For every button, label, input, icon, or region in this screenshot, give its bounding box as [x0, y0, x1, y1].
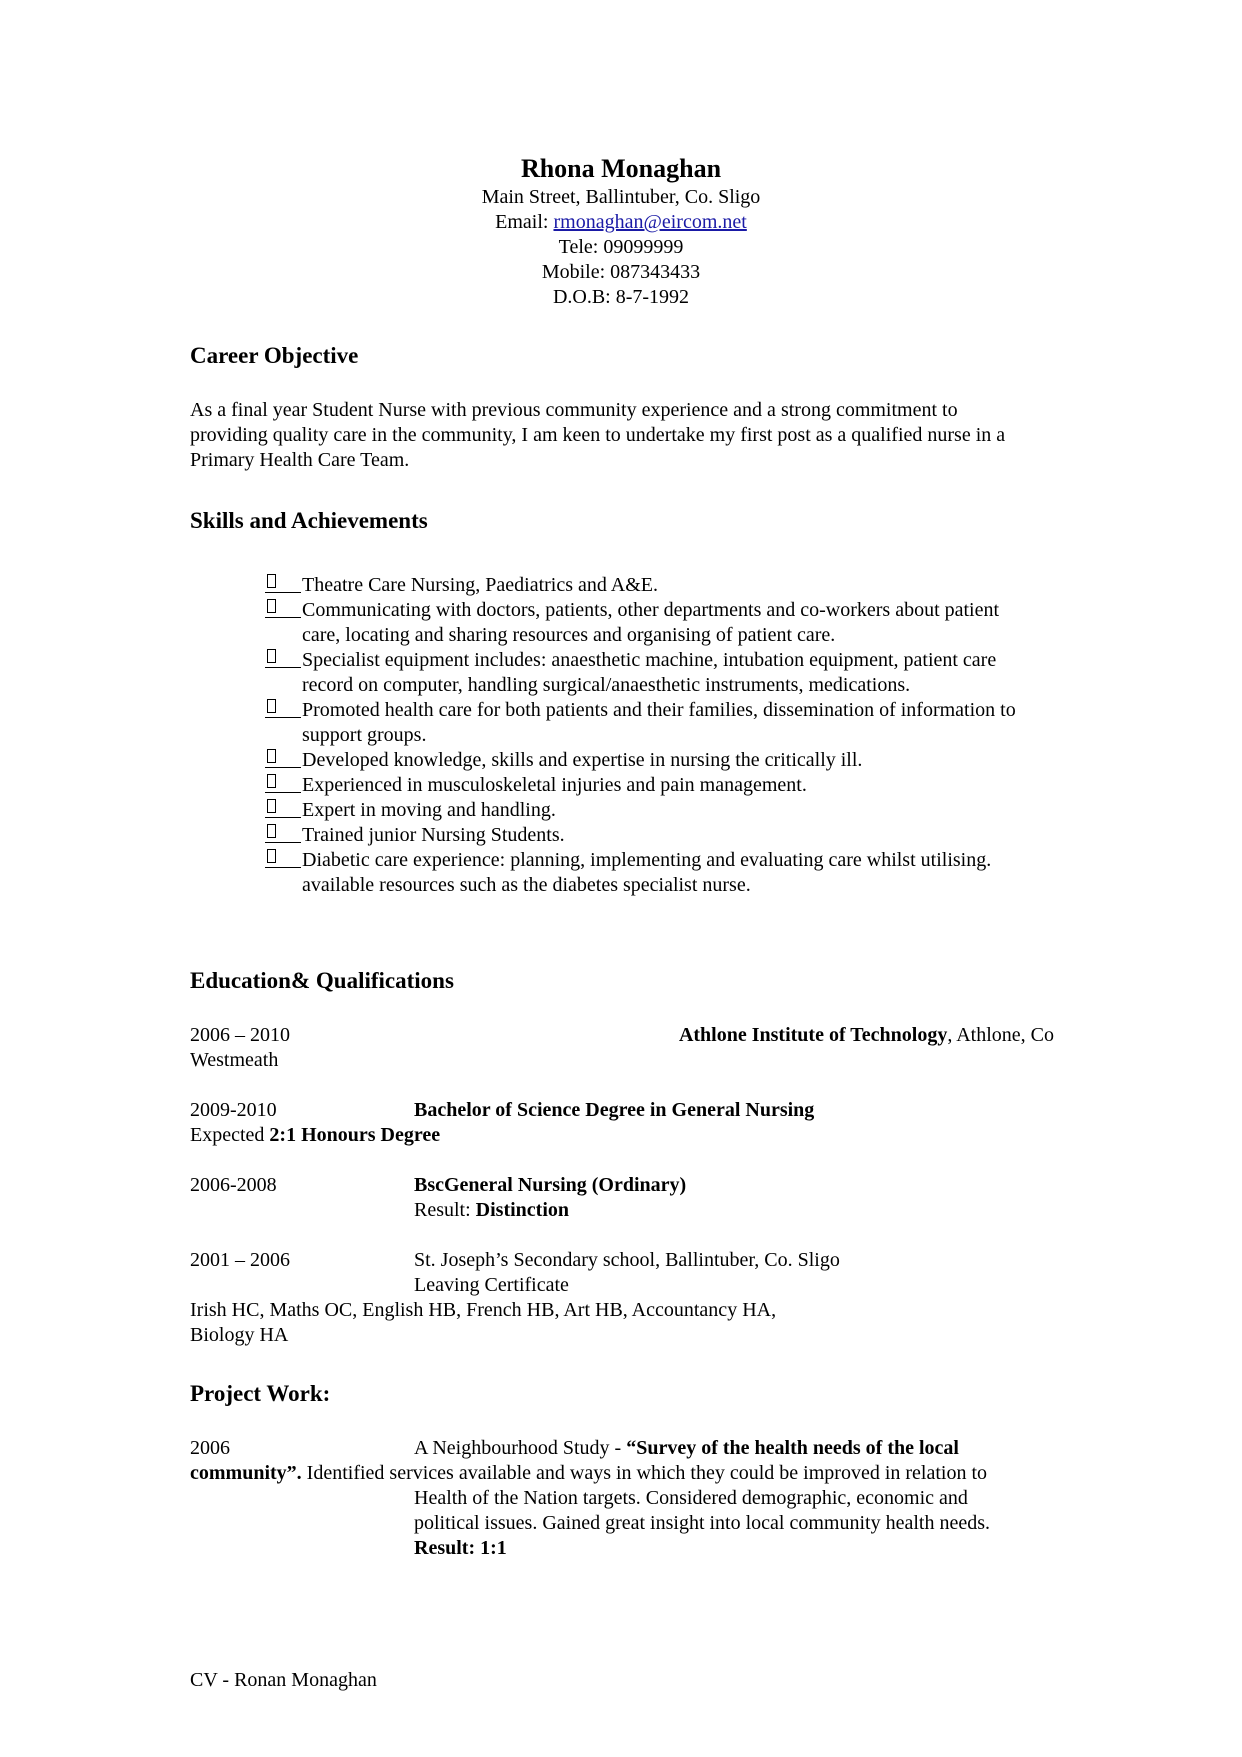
bsc-years: 2009-2010	[190, 1099, 277, 1121]
skill-item-cont: record on computer, handling surgical/anaesthetic instruments, medications.	[302, 674, 911, 696]
skill-item: Theatre Care Nursing, Paediatrics and A&E.	[302, 574, 658, 596]
ord-result-label: Result:	[414, 1199, 476, 1221]
ord-result-line	[414, 1198, 569, 1223]
skill-item: Expert in moving and handling.	[302, 799, 556, 821]
bullet-icon	[265, 795, 301, 818]
project-line2	[190, 1461, 987, 1486]
project-line4: political issues. Gained great insight into local community health needs.	[414, 1512, 990, 1534]
skill-item: Diabetic care experience: planning, implementing and evaluating care whilst utilising.	[302, 849, 992, 871]
email-label: Email:	[495, 211, 554, 233]
address: Main Street, Ballintuber, Co. Sligo	[481, 186, 761, 208]
school-cert: Leaving Certificate	[414, 1274, 569, 1296]
project-desc: Identified services available and ways in which they could be improved in relation to	[301, 1462, 988, 1484]
project-title-cont: community”.	[190, 1462, 302, 1484]
bullet-icon	[265, 645, 301, 668]
ord-result: Distinction	[475, 1199, 570, 1221]
bsc-grade: 2:1 Honours Degree	[269, 1124, 441, 1146]
project-title: “Survey of the health needs of the local	[626, 1437, 959, 1459]
career-objective-heading: Career Objective	[190, 343, 359, 368]
project-line3: Health of the Nation targets. Considered demographic, economic and	[414, 1487, 968, 1509]
bullet-icon	[265, 745, 301, 768]
tele: Tele: 09099999	[558, 236, 684, 258]
school-subjects: Irish HC, Maths OC, English HB, French HB, Art HB, Accountancy HA,	[190, 1299, 777, 1321]
project-line1	[414, 1436, 959, 1461]
bsc-expected	[190, 1123, 440, 1148]
skill-item: Specialist equipment includes: anaesthetic machine, intubation equipment, patient care	[302, 649, 997, 671]
school-years: 2001 – 2006	[190, 1249, 290, 1271]
school-name: St. Joseph’s Secondary school, Ballintuber, Co. Sligo	[414, 1249, 840, 1271]
bullet-icon	[265, 820, 301, 843]
skill-item: Communicating with doctors, patients, other departments and co-workers about patient	[302, 599, 1000, 621]
ord-years: 2006-2008	[190, 1174, 277, 1196]
skill-item: Developed knowledge, skills and expertise in nursing the critically ill.	[302, 749, 863, 771]
bullet-icon	[265, 695, 301, 718]
ait-years: 2006 – 2010	[190, 1024, 290, 1046]
skill-item: Trained junior Nursing Students.	[302, 824, 565, 846]
project-intro: A Neighbourhood Study -	[414, 1437, 627, 1459]
project-heading: Project Work:	[190, 1381, 331, 1406]
project-year: 2006	[190, 1437, 230, 1459]
bullet-icon	[265, 595, 301, 618]
education-heading: Education& Qualifications	[190, 968, 454, 993]
ait-location-cont: Westmeath	[190, 1049, 279, 1071]
skill-item-cont: available resources such as the diabetes specialist nurse.	[302, 874, 751, 896]
bsc-expected-label: Expected	[190, 1124, 270, 1146]
career-line: Primary Health Care Team.	[190, 449, 410, 471]
skills-heading: Skills and Achievements	[190, 508, 428, 533]
career-line: As a final year Student Nurse with previous community experience and a strong commitment to	[190, 399, 958, 421]
skill-item: Promoted health care for both patients and their families, dissemination of information to	[302, 699, 1016, 721]
career-line: providing quality care in the community, I am keen to undertake my first post as a qualified nurse in a	[190, 424, 1006, 446]
footer-text: CV - Ronan Monaghan	[190, 1669, 377, 1691]
ait-institution	[679, 1023, 1054, 1048]
bullet-icon	[265, 770, 301, 793]
ait-name: Athlone Institute of Technology	[678, 1024, 948, 1046]
cv-name: Rhona Monaghan	[520, 154, 722, 183]
email-line	[0, 210, 1242, 235]
mobile: Mobile: 087343433	[541, 261, 701, 283]
skill-item-cont: support groups.	[302, 724, 427, 746]
school-subjects-cont: Biology HA	[190, 1324, 289, 1346]
email-link[interactable]: rmonaghan@eircom.net	[553, 211, 747, 233]
dob: D.O.B: 8-7-1992	[552, 286, 690, 308]
project-result: Result: 1:1	[414, 1537, 507, 1559]
bsc-title: Bachelor of Science Degree in General Nursing	[414, 1099, 815, 1121]
bullet-icon	[265, 570, 301, 593]
ait-location: , Athlone, Co	[947, 1024, 1054, 1046]
bullet-icon	[265, 845, 301, 868]
skill-item: Experienced in musculoskeletal injuries and pain management.	[302, 774, 807, 796]
ord-title: BscGeneral Nursing (Ordinary)	[414, 1174, 687, 1196]
skill-item-cont: care, locating and sharing resources and organising of patient care.	[302, 624, 836, 646]
